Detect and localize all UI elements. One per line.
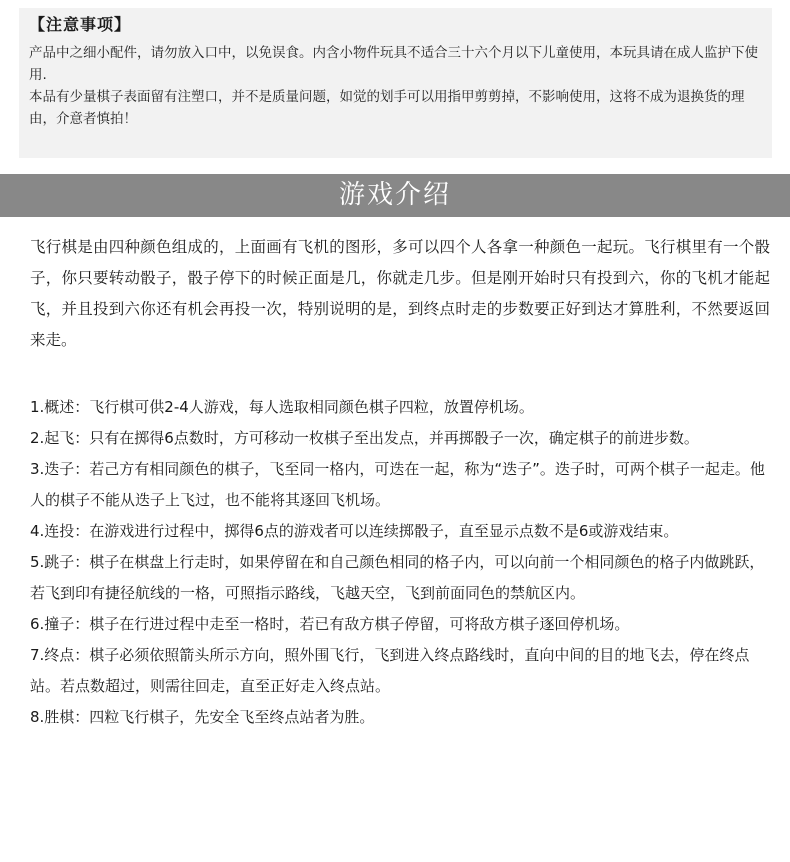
rule-item-collision: 6.撞子：棋子在行进过程中走至一格时，若已有敌方棋子停留，可将敌方棋子逐回停机场。 [30,615,630,633]
notice-paragraph-1: 产品中之细小配件，请勿放入口中，以免误食。内含小物件玩具不适合三十六个月以下儿童使用，本玩具请在成人监护下使用. [29,45,758,83]
section-title-bar: 游戏介绍 [0,174,790,217]
rule-item-stacking: 3.迭子：若己方有相同颜色的棋子，飞至同一格内，可迭在一起，称为“迭子”。迭子时，可两个棋子一起走。他人的棋子不能从迭子上飞过，也不能将其逐回飞机场。 [30,460,765,509]
game-intro-paragraph: 飞行棋是由四种颜色组成的，上面画有飞机的图形，多可以四个人各拿一种颜色一起玩。飞行棋里有一个骰子，你只要转动骰子，骰子停下的时候正面是几，你就走几步。但是刚开始时只有投到六，你的飞机才能起飞，并且投到六你还有机会再投一次，特别说明的是，到终点时走的步数要正好到达才算胜利，不然要返回来走。 [30,238,770,349]
rule-item-finish: 7.终点：棋子必须依照箭头所示方向，照外围飞行，飞到进入终点路线时，直向中间的目的地飞去，停在终点站。若点数超过，则需往回走，直至正好走入终点站。 [30,646,750,695]
notice-paragraph-2: 本品有少量棋子表面留有注塑口，并不是质量问题，如觉的划手可以用指甲剪剪掉，不影响使用，这将不成为退换货的理由，介意者慎拍！ [29,89,745,127]
rule-item-jump: 5.跳子：棋子在棋盘上行走时，如果停留在和自己颜色相同的格子内，可以向前一个相同颜色的格子内做跳跃，若飞到印有捷径航线的一格，可照指示路线，飞越天空，飞到前面同色的禁航区内。 [30,553,765,602]
rule-item-takeoff: 2.起飞：只有在掷得6点数时，方可移动一枚棋子至出发点，并再掷骰子一次，确定棋子的前进步数。 [30,429,699,447]
rule-item-winning: 8.胜棋：四粒飞行棋子，先安全飞至终点站者为胜。 [30,708,375,726]
notice-title: 【注意事项】 [29,15,132,34]
rule-item-overview: 1.概述：飞行棋可供2-4人游戏，每人选取相同颜色棋子四粒，放置停机场。 [30,398,534,416]
notice-box [19,8,772,158]
rule-item-consecutive-roll: 4.连投：在游戏进行过程中，掷得6点的游戏者可以连续掷骰子，直至显示点数不是6或游戏结束。 [30,522,679,540]
rules-list [30,392,770,733]
